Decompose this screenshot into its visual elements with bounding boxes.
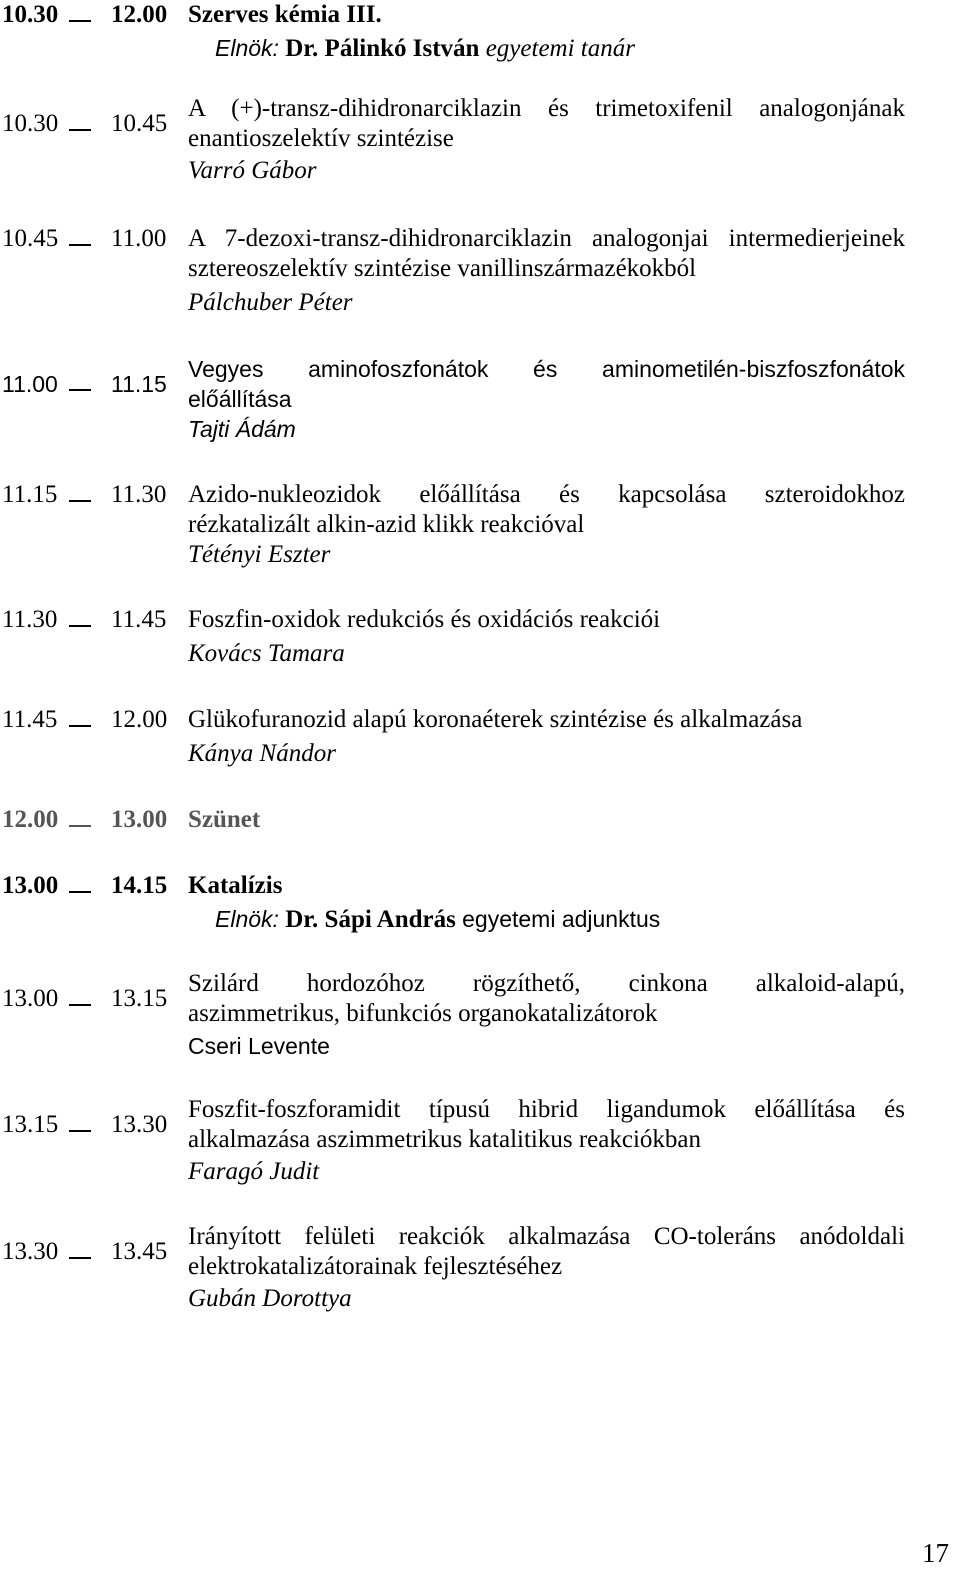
time-start: 11.45 xyxy=(2,706,58,733)
talk-title-line: előállítása xyxy=(188,386,292,412)
time-start: 13.15 xyxy=(2,1111,59,1138)
session-title: Katalízis xyxy=(188,872,283,899)
time-end: 11.15 xyxy=(111,371,167,397)
talk-info xyxy=(188,969,905,1061)
chair-name: Dr. Pálinkó István xyxy=(285,35,480,62)
time-start: 10.30 xyxy=(2,110,59,137)
talk-speaker: Cseri Levente xyxy=(188,1033,330,1059)
talk-title-line: A (+)-transz-dihidronarciklazin és trimetoxifenil analogonjának xyxy=(188,95,905,122)
chair-role: egyetemi tanár xyxy=(485,35,635,62)
time-start: 13.30 xyxy=(2,1238,59,1265)
talk-info xyxy=(188,605,905,669)
talk-title-line: elektrokatalizátorainak fejlesztéséhez xyxy=(188,1253,563,1280)
time-dash xyxy=(69,725,91,727)
time-end: 12.00 xyxy=(111,706,168,733)
break-info xyxy=(188,805,905,835)
talk-info xyxy=(188,705,905,769)
talk-title-line: A 7-dezoxi-transz-dihidronarciklazin analogonjai intermedierjeinek xyxy=(188,225,905,252)
time-start: 13.00 xyxy=(2,985,59,1012)
time-dash xyxy=(69,1257,91,1259)
talk-title-line: alkalmazása aszimmetrikus katalitikus reakciókban xyxy=(188,1126,702,1153)
time-end: 11.00 xyxy=(111,225,167,252)
time-start: 10.45 xyxy=(2,225,59,252)
time-dash xyxy=(69,20,91,22)
talk-title-line: Azido-nukleozidok előállítása és kapcsolása szteroidokhoz xyxy=(188,481,905,508)
time-dash xyxy=(69,389,91,391)
talk-title-line: sztereoszelektív szintézise vanillinszármazékokból xyxy=(188,255,697,282)
talk-info xyxy=(188,1222,905,1314)
talk-info xyxy=(188,480,905,570)
time-start: 13.00 xyxy=(2,872,59,899)
time-dash xyxy=(69,500,91,502)
time-end: 10.45 xyxy=(111,110,168,137)
talk-info xyxy=(188,354,905,444)
chair-name: Dr. Sápi András xyxy=(285,906,456,933)
session-info xyxy=(188,871,905,935)
time-dash xyxy=(69,1004,91,1006)
time-start: 10.30 xyxy=(2,1,59,28)
time-end: 12.00 xyxy=(111,1,168,28)
talk-title-line: enantioszelektív szintézise xyxy=(188,125,454,152)
talk-speaker: Gubán Dorottya xyxy=(188,1285,352,1312)
talk-speaker: Pálchuber Péter xyxy=(188,289,353,316)
time-end: 13.30 xyxy=(111,1111,168,1138)
session-chair xyxy=(188,33,905,64)
session-info xyxy=(188,0,905,64)
talk-speaker: Kánya Nándor xyxy=(188,740,336,767)
time-dash xyxy=(69,244,91,246)
session-title: Szerves kémia III. xyxy=(188,1,382,28)
talk-speaker: Tajti Ádám xyxy=(188,416,296,442)
chair-prefix: Elnök: xyxy=(215,35,279,61)
time-start: 11.15 xyxy=(2,481,58,508)
talk-info xyxy=(188,224,905,318)
talk-title-line: Foszfin-oxidok redukciós és oxidációs reakciói xyxy=(188,606,661,633)
time-dash xyxy=(69,129,91,131)
talk-speaker: Varró Gábor xyxy=(188,157,317,184)
time-end: 11.30 xyxy=(111,481,167,508)
talk-info xyxy=(188,94,905,186)
page-number: 17 xyxy=(922,1538,949,1568)
time-end: 11.45 xyxy=(111,606,167,633)
time-end: 13.00 xyxy=(111,806,168,833)
talk-speaker: Kovács Tamara xyxy=(188,640,345,667)
talk-speaker: Faragó Judit xyxy=(188,1158,320,1185)
time-end: 13.15 xyxy=(111,985,168,1012)
time-dash xyxy=(69,1130,91,1132)
talk-title-line: Irányított felületi reakciók alkalmazása CO-toleráns anódoldali xyxy=(188,1223,905,1250)
talk-info xyxy=(188,1095,905,1187)
talk-title-line: Szilárd hordozóhoz rögzíthető, cinkona alkaloid-alapú, xyxy=(188,970,905,997)
time-start: 11.00 xyxy=(2,371,58,397)
time-end: 14.15 xyxy=(111,872,168,899)
talk-title-line: Vegyes aminofoszfonátok és aminometilén-biszfoszfonátok xyxy=(188,356,905,382)
time-end: 13.45 xyxy=(111,1238,168,1265)
time-dash xyxy=(69,891,91,893)
talk-speaker: Tétényi Eszter xyxy=(188,541,331,568)
talk-title-line: rézkatalizált alkin-azid klikk reakcióval xyxy=(188,511,585,538)
talk-title-line: aszimmetrikus, bifunkciós organokatalizátorok xyxy=(188,1000,658,1027)
time-dash xyxy=(69,625,91,627)
chair-prefix: Elnök: xyxy=(215,906,279,932)
time-dash xyxy=(69,825,91,827)
session-chair xyxy=(188,904,905,935)
time-start: 11.30 xyxy=(2,606,58,633)
break-label: Szünet xyxy=(188,806,261,833)
time-start: 12.00 xyxy=(2,806,59,833)
chair-role: egyetemi adjunktus xyxy=(462,906,661,932)
talk-title-line: Foszfit-foszforamidit típusú hibrid ligandumok előállítása és xyxy=(188,1096,905,1123)
talk-title-line: Glükofuranozid alapú koronaéterek szintézise és alkalmazása xyxy=(188,706,803,733)
